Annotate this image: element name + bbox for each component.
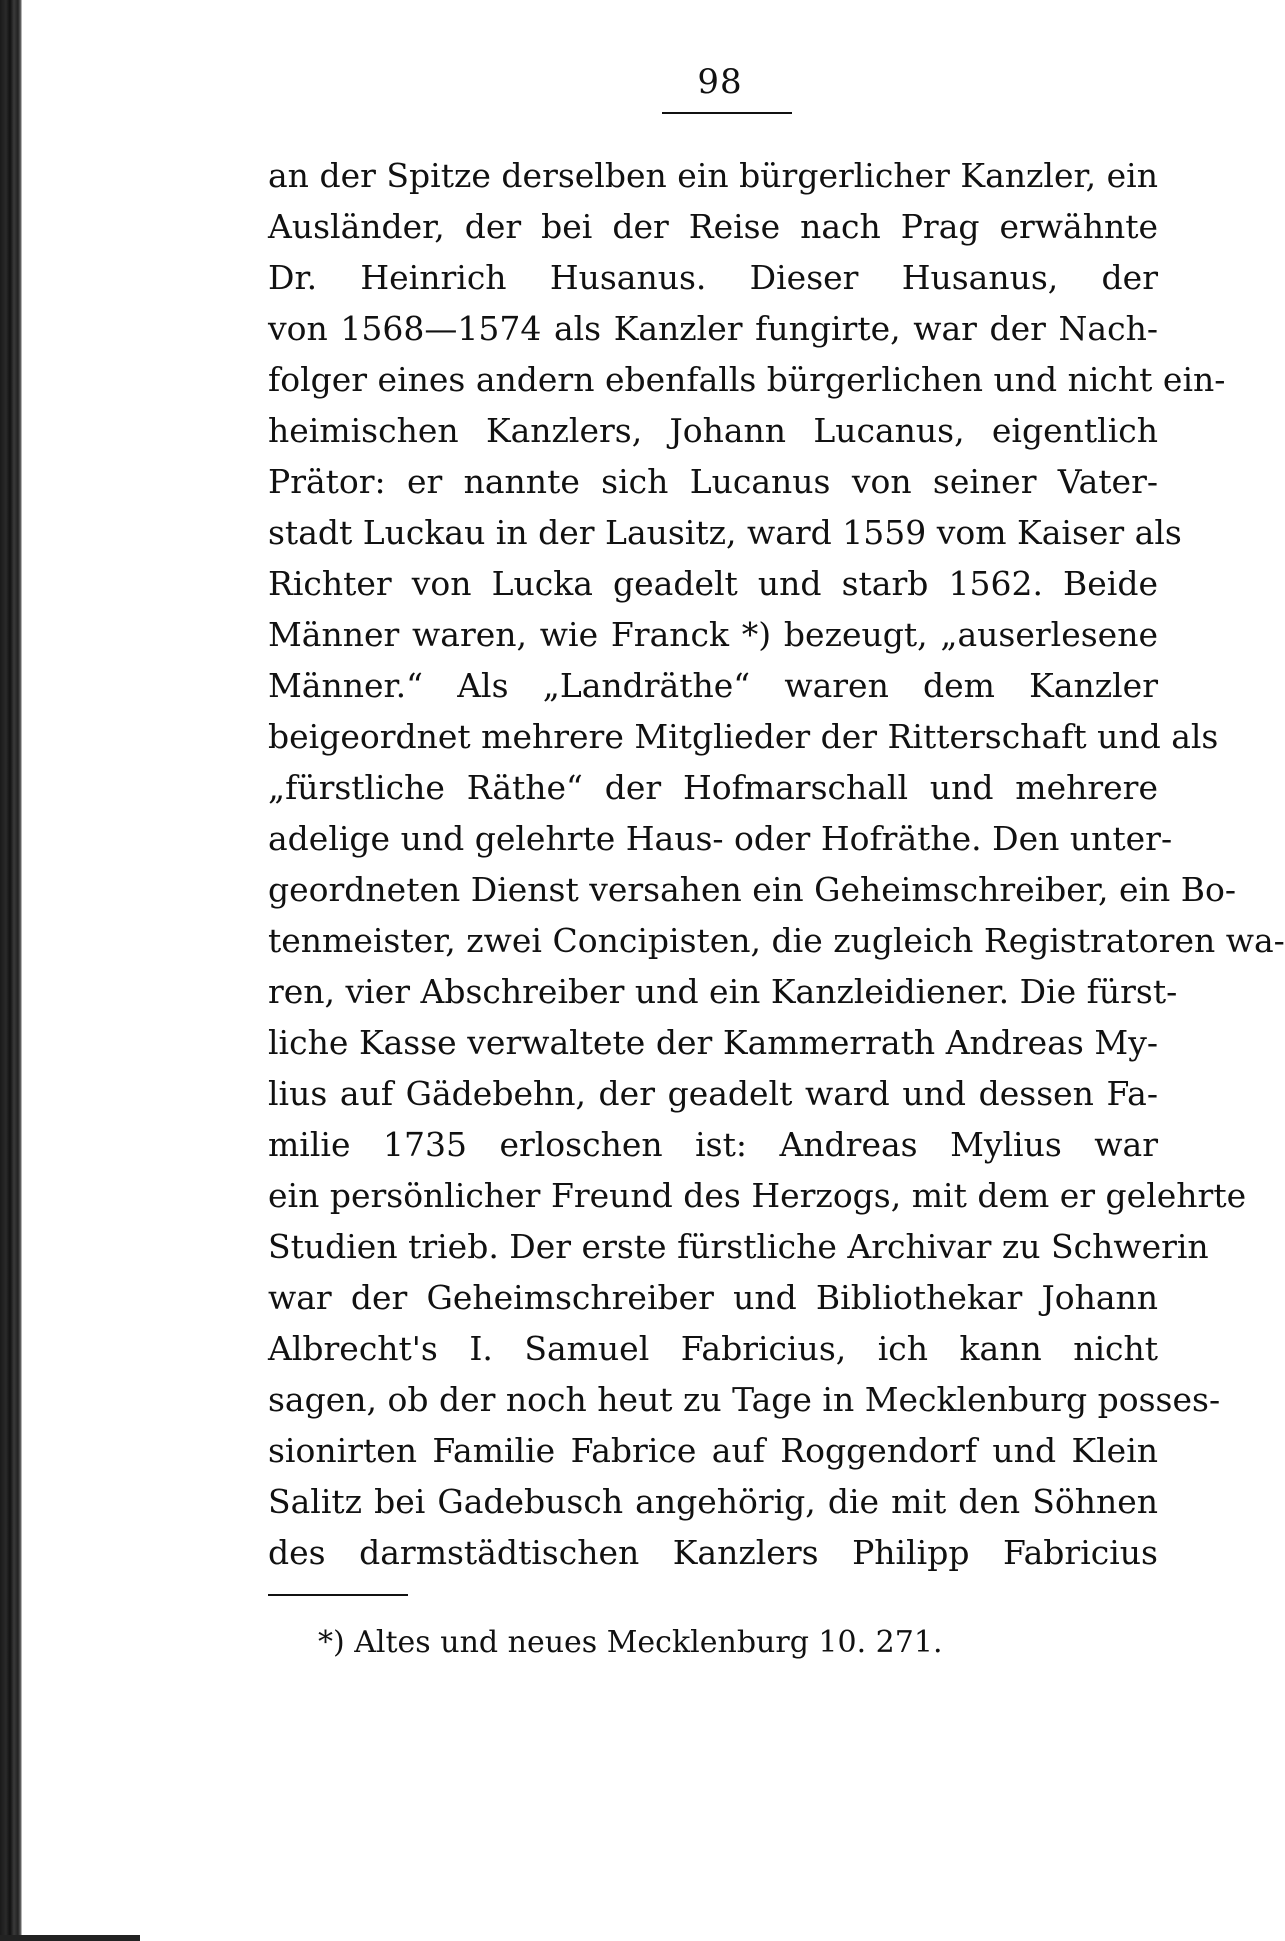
text-line: sagen, ob der noch heut zu Tage in Mecklenburg posses- [268,1380,1221,1419]
page-number-rule [662,112,792,114]
text-line: sionirten Familie Fabrice auf Roggendorf und Klein [268,1431,1158,1470]
text-line: Männer waren, wie Franck *) bezeugt, „auserlesene [268,615,1158,654]
scan-bottom-edge [0,1935,140,1941]
text-line: Richter von Lucka geadelt und starb 1562. Beide [268,564,1158,603]
footnote: *) Altes und neues Mecklenburg 10. 271. [318,1625,943,1660]
scan-binding-edge [0,0,22,1941]
text-line: Ausländer, der bei der Reise nach Prag erwähnte [268,207,1158,246]
text-line: Studien trieb. Der erste fürstliche Archivar zu Schwerin [268,1227,1209,1266]
text-line: milie 1735 erloschen ist: Andreas Mylius war [268,1125,1158,1164]
text-line: Albrecht's I. Samuel Fabricius, ich kann nicht [268,1329,1158,1368]
text-line: Dr. Heinrich Husanus. Dieser Husanus, der [268,258,1158,297]
text-line: heimischen Kanzlers, Johann Lucanus, eigentlich [268,411,1158,450]
text-line: Prätor: er nannte sich Lucanus von seiner Vater- [268,462,1158,501]
text-line: adelige und gelehrte Haus- oder Hofräthe. Den unter- [268,819,1173,858]
text-line: von 1568—1574 als Kanzler fungirte, war der Nach- [268,309,1158,348]
text-line: tenmeister, zwei Concipisten, die zugleich Registratoren wa- [268,921,1285,960]
body-text [268,150,1285,1578]
text-line: liche Kasse verwaltete der Kammerrath Andreas My- [268,1023,1158,1062]
text-line: Männer.“ Als „Landräthe“ waren dem Kanzler [268,666,1158,705]
text-line: ren, vier Abschreiber und ein Kanzleidiener. Die fürst- [268,972,1178,1011]
text-line: lius auf Gädebehn, der geadelt ward und dessen Fa- [268,1074,1158,1113]
text-line: war der Geheimschreiber und Bibliothekar Johann [268,1278,1158,1317]
text-line: geordneten Dienst versahen ein Geheimschreiber, ein Bo- [268,870,1237,909]
footnote-rule [268,1594,408,1596]
page-number: 98 [697,62,743,102]
text-line: Salitz bei Gadebusch angehörig, die mit den Söhnen [268,1482,1158,1521]
text-line: stadt Luckau in der Lausitz, ward 1559 vom Kaiser als [268,513,1182,552]
text-line: des darmstädtischen Kanzlers Philipp Fabricius [268,1533,1158,1572]
text-line: an der Spitze derselben ein bürgerlicher Kanzler, ein [268,156,1158,195]
text-line: folger eines andern ebenfalls bürgerlichen und nicht ein- [268,360,1226,399]
text-line: ein persönlicher Freund des Herzogs, mit dem er gelehrte [268,1176,1247,1215]
text-line: „fürstliche Räthe“ der Hofmarschall und mehrere [268,768,1158,807]
text-line: beigeordnet mehrere Mitglieder der Ritterschaft und als [268,717,1219,756]
